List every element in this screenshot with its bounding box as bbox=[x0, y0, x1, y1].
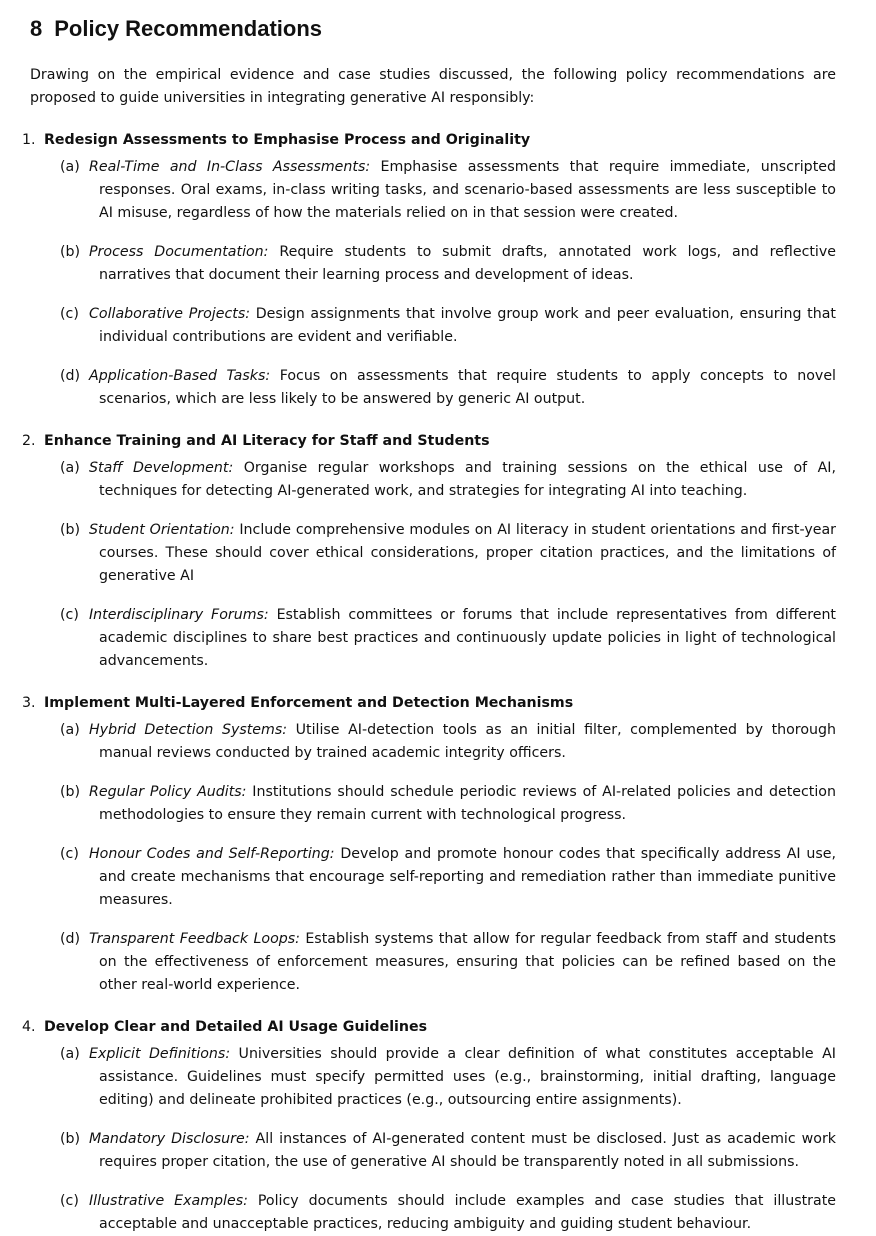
item-term: Illustrative Examples: bbox=[89, 1193, 248, 1209]
list-item bbox=[28, 156, 836, 225]
item-term: Process Documentation: bbox=[89, 244, 269, 260]
recommendation-items bbox=[28, 457, 836, 673]
recommendation-heading-text: Develop Clear and Detailed AI Usage Guidelines bbox=[44, 1019, 428, 1035]
recommendation-items bbox=[28, 719, 836, 997]
item-body bbox=[89, 1128, 837, 1174]
item-label: (c) bbox=[60, 306, 79, 322]
item-body bbox=[89, 241, 837, 287]
section-title bbox=[30, 12, 836, 46]
list-item bbox=[28, 1128, 836, 1174]
item-text: Universities should provide a clear definition of what constitutes acceptable AI assistance. Guidelines must specify permitted uses (e.g., brainstorming, initial drafting, language editing) and delineate prohibited practices (e.g., outsourcing entire assignments). bbox=[99, 1046, 836, 1108]
recommendation-number: 1. bbox=[22, 132, 36, 148]
item-text: Focus on assessments that require students to apply concepts to novel scenarios, which are less likely to be answered by generic AI output. bbox=[99, 368, 837, 407]
item-label: (a) bbox=[60, 722, 80, 738]
item-body bbox=[89, 303, 836, 349]
recommendation-heading-text: Redesign Assessments to Emphasise Process and Originality bbox=[44, 132, 531, 148]
list-item bbox=[28, 781, 836, 827]
item-term: Regular Policy Audits: bbox=[89, 784, 247, 800]
recommendation bbox=[22, 692, 836, 997]
recommendation-heading bbox=[22, 692, 836, 715]
item-body bbox=[89, 1043, 836, 1112]
recommendation bbox=[22, 129, 837, 411]
item-text: Establish committees or forums that include representatives from different academic disciplines to share best practices and continuously update policies in light of technological advancements. bbox=[99, 607, 836, 669]
recommendation-heading-text: Implement Multi-Layered Enforcement and Detection Mechanisms bbox=[44, 695, 574, 711]
item-body bbox=[89, 843, 836, 912]
recommendation bbox=[22, 430, 836, 673]
list-item bbox=[28, 1190, 836, 1236]
recommendation-heading bbox=[22, 1016, 836, 1039]
recommendation-heading-text: Enhance Training and AI Literacy for Staff and Students bbox=[44, 433, 490, 449]
item-label: (b) bbox=[60, 784, 81, 800]
section-title-text: Policy Recommendations bbox=[54, 16, 322, 41]
recommendation-heading bbox=[22, 129, 836, 152]
section-number: 8 bbox=[30, 16, 43, 41]
item-term: Staff Development: bbox=[89, 460, 234, 476]
list-item bbox=[28, 719, 836, 765]
list-item bbox=[28, 928, 836, 997]
item-label: (c) bbox=[60, 846, 79, 862]
list-item bbox=[28, 303, 836, 349]
item-label: (d) bbox=[60, 368, 81, 384]
item-body bbox=[89, 719, 836, 765]
item-text: Organise regular workshops and training sessions on the ethical use of AI, techniques for detecting AI-generated work, and strategies for integrating AI into teaching. bbox=[99, 460, 836, 499]
item-term: Transparent Feedback Loops: bbox=[89, 931, 300, 947]
item-text: All instances of AI-generated content must be disclosed. Just as academic work requires proper citation, the use of generative AI should be transparently noted in all submissions. bbox=[99, 1131, 837, 1170]
item-text: Design assignments that involve group work and peer evaluation, ensuring that individual contributions are evident and verifiable. bbox=[99, 306, 836, 345]
item-body bbox=[89, 457, 836, 503]
list-item bbox=[28, 1043, 836, 1112]
item-text: Develop and promote honour codes that specifically address AI use, and create mechanisms that encourage self-reporting and remediation rather than immediate punitive measures. bbox=[99, 846, 836, 908]
recommendation-number: 3. bbox=[22, 695, 36, 711]
list-item bbox=[28, 519, 836, 588]
item-term: Hybrid Detection Systems: bbox=[89, 722, 288, 738]
item-term: Interdisciplinary Forums: bbox=[89, 607, 269, 623]
item-term: Student Orientation: bbox=[89, 522, 235, 538]
item-label: (c) bbox=[60, 607, 79, 623]
recommendation-list bbox=[22, 129, 837, 1236]
item-label: (b) bbox=[60, 1131, 81, 1147]
section-intro: Drawing on the empirical evidence and case studies discussed, the following policy recommendations are proposed to guide universities in integrating generative AI responsibly: bbox=[30, 67, 836, 106]
item-term: Explicit Definitions: bbox=[89, 1046, 231, 1062]
item-label: (a) bbox=[60, 1046, 80, 1062]
item-label: (a) bbox=[60, 460, 80, 476]
item-body bbox=[89, 604, 836, 673]
list-item bbox=[28, 604, 836, 673]
item-text: Require students to submit drafts, annotated work logs, and reflective narratives that document their learning process and development of ideas. bbox=[99, 244, 837, 283]
item-text: Include comprehensive modules on AI literacy in student orientations and first-year courses. These should cover ethical considerations, proper citation practices, and the limitations of generative AI bbox=[99, 522, 836, 584]
recommendation-items bbox=[28, 1043, 836, 1236]
list-item bbox=[28, 457, 836, 503]
item-text: Utilise AI-detection tools as an initial filter, complemented by thorough manual reviews conducted by trained academic integrity officers. bbox=[99, 722, 836, 761]
list-item bbox=[28, 365, 836, 411]
item-label: (b) bbox=[60, 522, 81, 538]
item-body bbox=[89, 1190, 836, 1236]
item-label: (a) bbox=[60, 159, 80, 175]
item-term: Application-Based Tasks: bbox=[89, 368, 271, 384]
item-text: Policy documents should include examples and case studies that illustrate acceptable and unacceptable practices, reducing ambiguity and guiding student behaviour. bbox=[99, 1193, 836, 1232]
item-text: Institutions should schedule periodic reviews of AI-related policies and detection methodologies to ensure they remain current with technological progress. bbox=[99, 784, 836, 823]
item-text: Emphasise assessments that require immediate, unscripted responses. Oral exams, in-class writing tasks, and scenario-based assessments are less susceptible to AI misuse, regardless of how the materials relied on in that session were created. bbox=[99, 159, 836, 221]
item-text: Establish systems that allow for regular feedback from staff and students on the effectiveness of enforcement measures, ensuring that policies can be refined based on the other real-world experience. bbox=[99, 931, 836, 993]
recommendation-number: 2. bbox=[22, 433, 36, 449]
item-body bbox=[89, 365, 837, 411]
item-label: (b) bbox=[60, 244, 81, 260]
recommendation-heading bbox=[22, 430, 836, 453]
item-body bbox=[89, 781, 836, 827]
item-term: Collaborative Projects: bbox=[89, 306, 250, 322]
item-label: (d) bbox=[60, 931, 81, 947]
item-term: Honour Codes and Self-Reporting: bbox=[89, 846, 335, 862]
item-label: (c) bbox=[60, 1193, 79, 1209]
recommendation-items bbox=[28, 156, 836, 411]
list-item bbox=[28, 843, 836, 912]
item-body bbox=[89, 519, 836, 588]
item-body bbox=[89, 156, 836, 225]
recommendation-number: 4. bbox=[22, 1019, 36, 1035]
list-item bbox=[28, 241, 836, 287]
item-body bbox=[89, 928, 836, 997]
recommendation bbox=[22, 1016, 837, 1236]
item-term: Real-Time and In-Class Assessments: bbox=[89, 159, 371, 175]
item-term: Mandatory Disclosure: bbox=[89, 1131, 250, 1147]
